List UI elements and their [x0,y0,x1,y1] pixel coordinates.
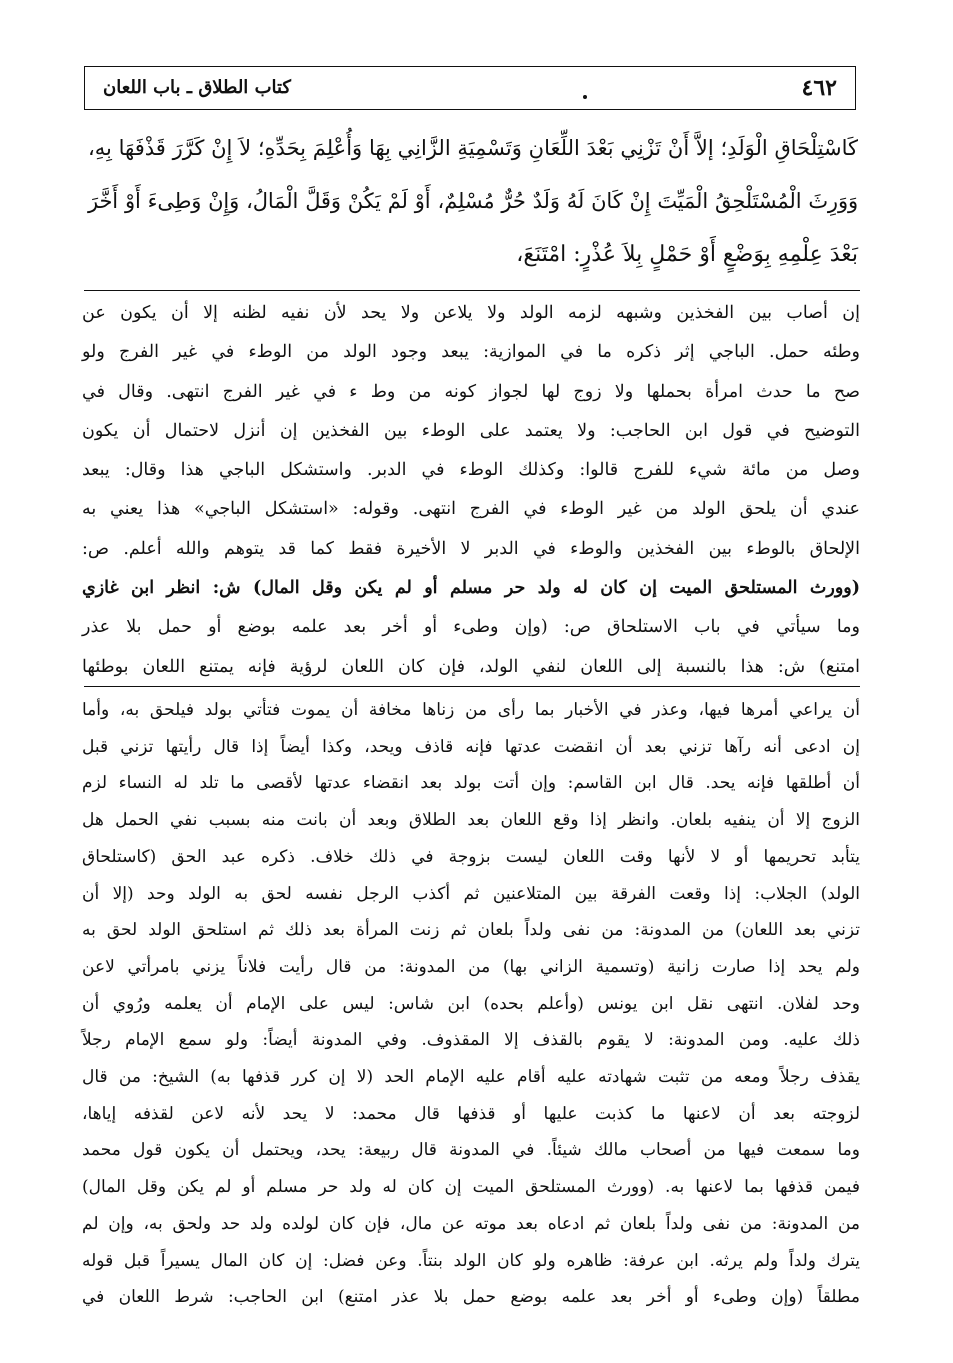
page-number: ٤٦٢ [801,75,837,101]
main-text-line: وَوَرِثَ الْمُسْتَلْحِقُ الْمَيِّتَ إِنْ كَانَ لَهُ وَلَدٌ حُرٌّ مُسْلِمٌ، أَوْ لَمْ يَكُنْ وَقَلَّ الْمَالُ، وَإِنْ وَطِىءَ أَوْ أَخَّرَ [88,189,858,213]
separator-rule [84,686,860,687]
footnote-line: من المدونة: من نفى ولداً بلعان ثم ادعاه بعد موته عن مال، فإن كان لولده ولد حد ولحق به، وإن لم [82,1213,860,1234]
footnote-line: يقذف رجلاً ومعه من تثبت شهادته عليه أقام عليه الإمام الحد (لا إن كرر قذفها به) الشيخ: من قال [82,1067,860,1088]
footnote-line: ذلك عليه. ومن المدونة: لا يقوم بالقذف إلا المقذوف. وفي المدونة أيضاً: ولو سمع الإمام رجلاً [82,1030,860,1051]
running-title: كتاب الطلاق ـ باب اللعان [103,77,291,98]
footnote-line: فيمن قذفها بما لاعنها به. (وورث المستلحق الميت إن كان له ولد حر مسلم أو لم يكن وقل المال) [82,1177,860,1198]
footnote-line: يتأبد تحريمها أو لا لأنها وقت اللعان ليست بزوجة في ذلك خلاف. ذكره عبد الحق (كاستلحاق [82,846,860,867]
commentary-line: إن أصاب بين الفخذين وشبهه لزمه الولد ولا يلاعن ولا يحد لأن نفيه لظنه إلا أن يكون عن [82,303,860,323]
commentary-line: عندي أن يلحق الولد من غير الوطء في الفرج انتهى. وقوله: «استشكل الباجي» هذا يعني به [82,499,860,520]
header-dot [583,95,587,99]
commentary-line: وما سيأتي في باب الاستلحاق ص: (وإن وطىء أو أخر بعد علمه بوضع أو حمل بلا عذر [82,617,860,638]
commentary-line: وطئه حمل. الباجي إثر ذكره ما في الموازية: يبعد وجود الولد من الوطء في غير الفرج ولو [82,342,860,363]
footnote-line: وحد لفلان. انتهى نقل ابن يونس (وأعلم بحده) ابن شاس: ليس على الإمام أن يعلمه ورُوي أن [82,993,860,1014]
commentary-line: التوضيح في قول ابن الحاجب: ولا يعتمد على الوطء بين الفخذين إن أنزل لاحتمال أن يكون [82,420,860,441]
footnote-line: إن ادعى أنه رآها تزني بعد أن انقضت عدتها فإنه قاذف ويحد، وكذا أيضاً إذا قال رأيتها تزني قبل [82,736,860,757]
footnote-line: تزني بعد اللعان) من المدونة: من نفى ولداً بلعان ثم زنت المرأة بعد ذلك ثم استلحق الولد لحق به [82,920,860,941]
footnote-line: أن أطلقها فإنه يحد. قال ابن القاسم: وإن أتت بولد بعد انقضاء عدتها لأقصى ما تلد له النساء لزم [82,773,860,794]
main-text-line: كَاسْتِلْحَاقِ الْوَلَدِ؛ إلاَّ أَنْ تَزْنِي بَعْدَ اللِّعَانِ وَتَسْمِيَةِ الزَّانِي بِهَا وَأُعْلِمَ بِحَدِّهِ؛ لاَ إِنْ كَرَّرَ قَذْفَهَا بِهِ، [88,136,858,160]
commentary-text [82,294,860,687]
footnote-line: مطلقاً (وإن وطىء أو أخر بعد علمه بوضع حمل بلا عذر امتنع) ابن الحاجب: شرط اللعان في [82,1287,860,1308]
footnote-line: يترك ولداً ولم يرثه. ابن عرفة: ظاهره ولو كان الولد بنتاً. وعن فضل: إن كان المال يسيراً قبل قوله [82,1250,860,1271]
commentary-line: وصل من مائة شيء للفرج قالوا: وكذلك الوطء في الدبر. واستشكل الباجي هذا وقال: يبعد [82,460,860,481]
footnote-line: ولم يحد إذا صارت زانية (وتسمية الزاني بها) من المدونة: من قال رأيت فلاناً يزني بامرأتي لاعن [82,956,860,977]
page-header [84,66,856,110]
main-text-line: بَعْدَ عِلْمِهِ بِوَضْعٍ أَوْ حَمْلٍ بِلاَ عُذْرٍ: امْتَنَعَ، [516,242,858,267]
separator-rule [84,290,860,291]
footnote-text [82,692,860,1316]
commentary-line: صح ما حدث امرأة بحملها ولا زوج لها لجواز كونه من وط ء في غير الفرج انتهى. وقال في [82,381,860,402]
commentary-line: الإلحاق بالوطء بين الفخذين والوطء في الدبر لا الأخيرة فقط كما قد يتوهم والله أعلم. ص: [82,538,860,559]
footnote-line: الولد) الجلاب: إذا وقعت الفرقة بين المتلاعنين ثم أكذب الرجل نفسه لحق به الولد وحد (إلا أن [82,883,860,904]
footnote-line: أن يراعي أمرها فيها، وعذر في الأخبار بما رأى من زناها مخافة أن يموت فتأتي بولد فيلحق به، وأما [82,700,860,720]
footnote-line: وما سمعت فيها من أصحاب مالك شيئاً. في المدونة قال ربيعة: يحد، ويحتمل أن يكون قول محمد [82,1140,860,1161]
main-text [88,122,858,281]
footnote-line: الزوج إلا أن ينفيه بلعان. وانظر إذا وقع اللعان بعد الطلاق وبعد أن بانت منه بسبب نفي الحمل هل [82,810,860,831]
footnote-line: لزوجته بعد أن لاعنها ما كذبت عليها أو قذفها قال محمد: لا يحد لأنه لاعن لقذفه إياها، [82,1103,860,1124]
commentary-line: امتنع) ش: هذا بالنسبة إلى اللعان لنفي الولد، فإن كان اللعان لرؤية فإنه يمتنع اللعان بوطئها [82,656,860,677]
commentary-line: (وورث المستلحق الميت إن كان له ولد حر مسلم أو لم يكن وقل المال) ش: انظر ابن غازي [82,578,860,599]
